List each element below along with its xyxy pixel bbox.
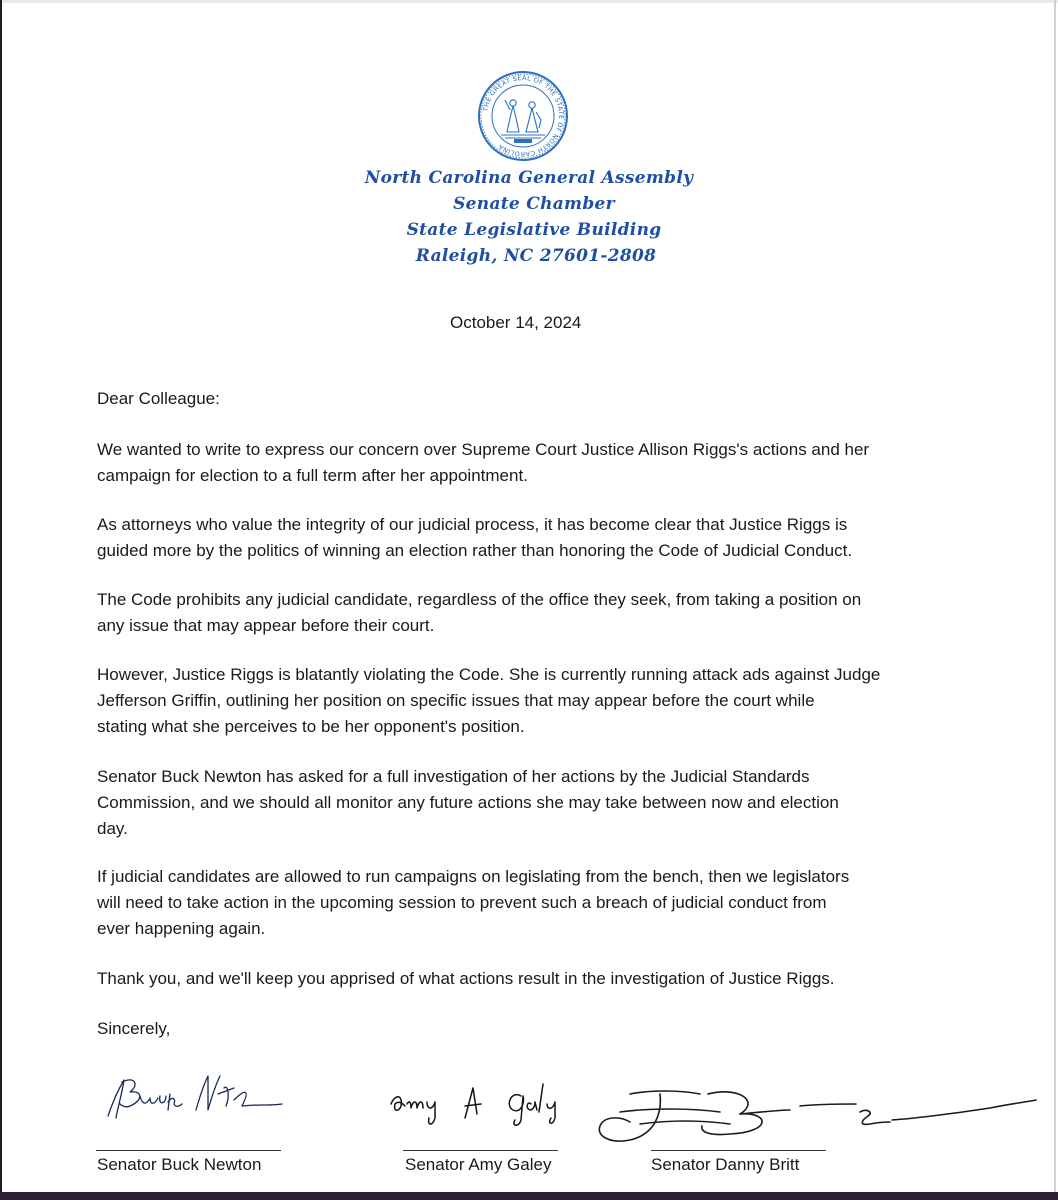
signatory-name: Senator Buck Newton bbox=[97, 1155, 262, 1174]
paragraph-line: ever happening again. bbox=[97, 919, 266, 938]
paragraph-line: However, Justice Riggs is blatantly violating the Code. She is currently running attack ads against Judge bbox=[97, 665, 881, 684]
paragraph-1 bbox=[97, 437, 957, 489]
page-bottom-border bbox=[0, 1192, 1058, 1200]
paragraph-line: The Code prohibits any judicial candidate, regardless of the office they seek, from taking a position on bbox=[97, 590, 862, 609]
signature-line bbox=[96, 1150, 281, 1151]
paragraph-line: stating what she perceives to be her opponent's position. bbox=[97, 717, 525, 736]
paragraph-3 bbox=[97, 587, 957, 639]
letter-date: October 14, 2024 bbox=[450, 313, 582, 332]
paragraph-line: As attorneys who value the integrity of our judicial process, it has become clear that Justice Riggs is bbox=[97, 515, 848, 534]
paragraph-line: We wanted to write to express our concern over Supreme Court Justice Allison Riggs's actions and her bbox=[97, 440, 870, 459]
letterhead-chamber: Senate Chamber bbox=[453, 194, 615, 214]
paragraph-2 bbox=[97, 512, 957, 564]
paragraph-5 bbox=[97, 764, 957, 842]
letterhead-organization: North Carolina General Assembly bbox=[364, 168, 694, 188]
svg-text:THE GREAT SEAL OF THE STATE OF: THE GREAT SEAL OF THE STATE OF NORTH CAROLINA bbox=[481, 73, 566, 159]
paragraph-4 bbox=[97, 662, 957, 740]
signature-line bbox=[403, 1150, 558, 1151]
paragraph-7 bbox=[97, 966, 957, 992]
signature-amy-galey bbox=[385, 1076, 585, 1130]
paragraph-line: guided more by the politics of winning an election rather than honoring the Code of Judicial Conduct. bbox=[97, 541, 853, 560]
page-top-edge bbox=[0, 0, 1058, 3]
closing: Sincerely, bbox=[97, 1019, 171, 1038]
paragraph-line: campaign for election to a full term after her appointment. bbox=[97, 466, 528, 485]
letterhead-address: Raleigh, NC 27601-2808 bbox=[415, 246, 657, 266]
paragraph-line: any issue that may appear before their court. bbox=[97, 616, 435, 635]
salutation: Dear Colleague: bbox=[97, 389, 220, 408]
paragraph-line: If judicial candidates are allowed to run campaigns on legislating from the bench, then we legislators bbox=[97, 867, 850, 886]
paragraph-line: day. bbox=[97, 819, 128, 838]
signature-line bbox=[651, 1150, 826, 1151]
state-seal-icon bbox=[477, 70, 569, 162]
signature-buck-newton bbox=[100, 1066, 290, 1126]
signatory-name: Senator Danny Britt bbox=[651, 1155, 800, 1174]
paragraph-line: Commission, and we should all monitor any future actions she may take between now and election bbox=[97, 793, 839, 812]
paragraph-line: Thank you, and we'll keep you apprised of what actions result in the investigation of Justice Riggs. bbox=[97, 969, 835, 988]
signatory-name: Senator Amy Galey bbox=[405, 1155, 552, 1174]
paragraph-line: Senator Buck Newton has asked for a full investigation of her actions by the Judicial Standards bbox=[97, 767, 810, 786]
letterhead bbox=[0, 165, 1058, 269]
paragraph-line: will need to take action in the upcoming session to prevent such a breach of judicial conduct from bbox=[97, 893, 827, 912]
signature-danny-britt bbox=[590, 1082, 1040, 1152]
letterhead-building: State Legislative Building bbox=[406, 220, 662, 240]
paragraph-6 bbox=[97, 864, 957, 942]
paragraph-line: Jefferson Griffin, outlining her position on specific issues that may appear before the court while bbox=[97, 691, 815, 710]
